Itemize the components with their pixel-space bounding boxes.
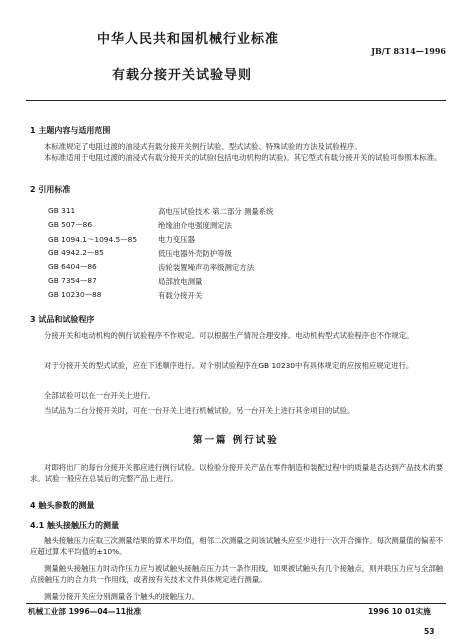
section-3-paragraph-2: 对于分接开关的型式试验，应在下述顺序进行。对个别试验程序在GB 10230中有具体规定的应按相应规定进行。 — [44, 361, 414, 370]
section-4-heading: 4 触头参数的测量 — [30, 501, 95, 510]
section-4-paragraph-2: 测量触头接触压力时动作压力应与被试触头接触点压力共一条作用线，如果被试触头有几个接触点，则并联压力应与全部触点接触压力的合力共一作用线，或者按有关技术文件具体规定进行测量。 — [30, 564, 444, 584]
standard-code: JB/T 8314—1996 — [371, 46, 446, 56]
section-4-paragraph-3: 测量分接开关应分别测量各个触头的接触压力。 — [44, 592, 200, 601]
section-3-paragraph-1: 分接开关和电动机构的例行试验程序不作规定。可以根据生产情况合理安排。电动机构型式试验程序也不作规定。 — [44, 331, 414, 340]
chapter-intro-paragraph: 对即将出厂的每台分接开关都应进行例行试验。以检验分接开关产品在零件制造和装配过程中的质量是否达到产品技术的要求。试验一般应在总装后的完整产品上进行。 — [30, 463, 444, 483]
reference-code: GB 10230—88 — [48, 290, 102, 299]
section-3-heading: 3 试品和试验程序 — [30, 315, 95, 324]
section-3-paragraph-4: 当试品为二台分接开关时，可在一台开关上进行机械试验，另一台开关上进行其余项目的试验。 — [44, 406, 355, 415]
reference-name: 齿轮装置噪声功率级测定方法 — [158, 263, 255, 272]
reference-name: 高电压试验技术 第二部分 测量系统 — [158, 207, 274, 216]
reference-code: GB 6404—86 — [48, 262, 97, 271]
reference-code: GB 7354—87 — [48, 276, 97, 285]
section-1-paragraph-2: 本标准适用于电阻过渡的油浸式有载分接开关的试验(包括电动机构的试验)。其它型式有载分接开关的试验可参照本标准。 — [44, 153, 442, 162]
section-4-paragraph-1: 触头接触压力应取三次测量结果的算术平均值，相邻二次测量之间该试触头应至少进行一次开合操作。每次测量值的偏差不应超过算术平均值的±10%。 — [30, 536, 444, 556]
reference-name: 绝缘油介电强度测定法 — [158, 221, 232, 230]
reference-name: 低压电器外壳防护等级 — [158, 249, 232, 258]
reference-code: GB 507—86 — [48, 220, 93, 229]
header-rule — [26, 100, 446, 101]
approval-date: 机械工业部 1996—04—11批准 — [28, 607, 142, 616]
chapter-heading: 第一篇 例行试验 — [193, 435, 279, 446]
document-title: 有载分接开关试验导则 — [112, 68, 253, 83]
footer-rule — [26, 603, 446, 604]
reference-code: GB 311 — [48, 206, 76, 215]
section-1-paragraph-1: 本标准规定了电阻过渡的油浸式有载分接开关例行试验、型式试验、特殊试验的方法及试验程序。 — [44, 142, 362, 151]
section-3-paragraph-3: 全部试验可以在一台开关上进行。 — [44, 391, 155, 400]
reference-name: 局部放电测量 — [158, 277, 203, 286]
reference-code: GB 1094.1～1094.5—85 — [48, 235, 138, 244]
page-number: 53 — [424, 627, 435, 636]
reference-name: 电力变压器 — [158, 235, 195, 244]
section-1-heading: 1 主题内容与适用范围 — [30, 126, 111, 135]
section-4-1-heading: 4.1 触头接触压力的测量 — [30, 521, 119, 530]
standard-category-title: 中华人民共和国机械行业标准 — [97, 32, 280, 47]
reference-name: 有载分接开关 — [158, 291, 203, 300]
implementation-date: 1996 10 01实施 — [368, 607, 431, 616]
reference-code: GB 4942.2—85 — [48, 248, 104, 257]
section-2-heading: 2 引用标准 — [30, 185, 71, 194]
